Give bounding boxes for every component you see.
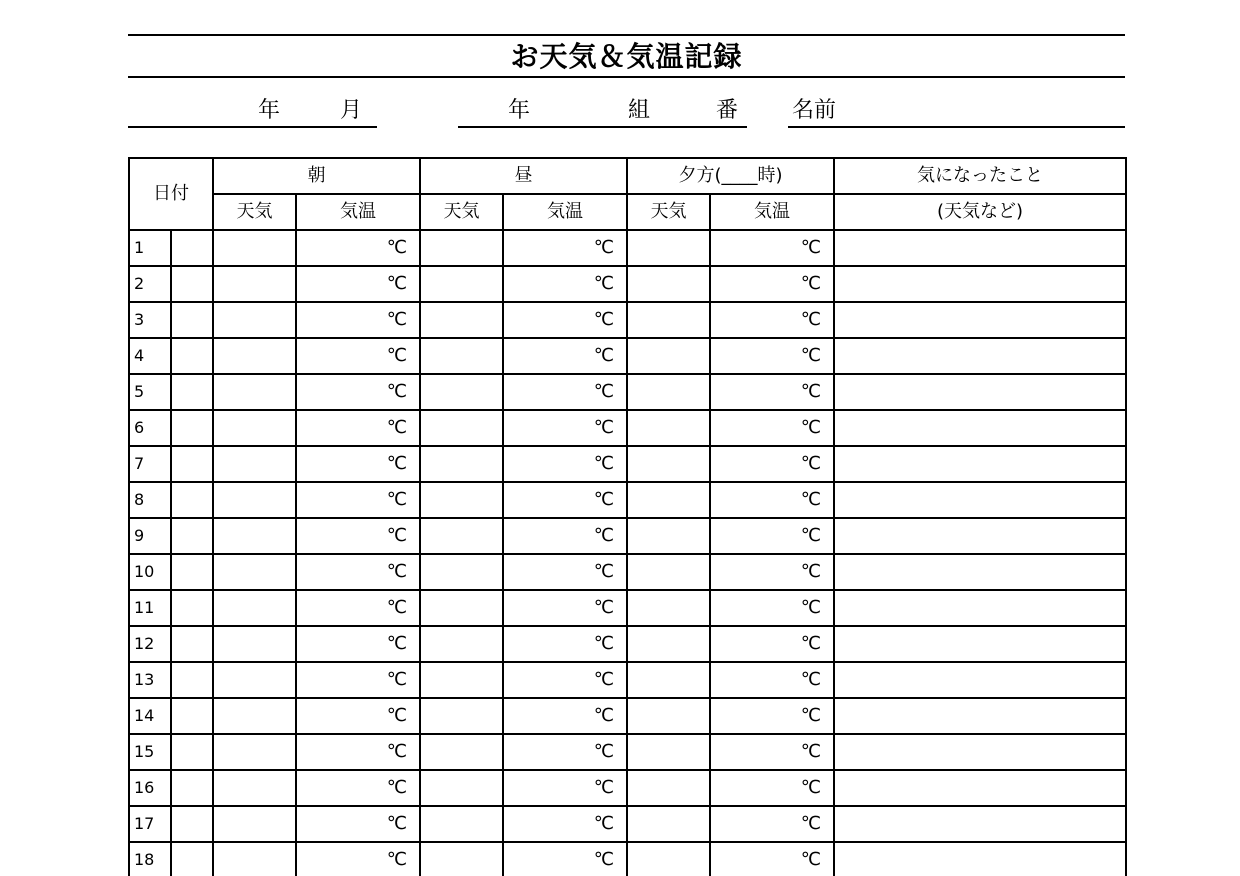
- day-number-cell: 6: [129, 410, 171, 446]
- grade-label: 年: [508, 98, 531, 123]
- notes-cell[interactable]: [834, 482, 1126, 518]
- notes-cell[interactable]: [834, 698, 1126, 734]
- notes-cell[interactable]: [834, 410, 1126, 446]
- noon-temp-cell[interactable]: ℃: [503, 698, 627, 734]
- notes-cell[interactable]: [834, 806, 1126, 842]
- notes-cell[interactable]: [834, 734, 1126, 770]
- date-entry-cell[interactable]: [171, 842, 213, 876]
- table-row: [129, 518, 1126, 554]
- date-entry-cell[interactable]: [171, 590, 213, 626]
- morning-temp-cell[interactable]: ℃: [296, 698, 420, 734]
- noon-temp-cell[interactable]: ℃: [503, 338, 627, 374]
- table-row: [129, 626, 1126, 662]
- evening-weather-cell[interactable]: [627, 338, 710, 374]
- noon-weather-header: 天気: [420, 194, 503, 230]
- morning-temp-cell[interactable]: ℃: [296, 554, 420, 590]
- table-row: [129, 338, 1126, 374]
- table-row: [129, 698, 1126, 734]
- noon-temp-cell[interactable]: ℃: [503, 626, 627, 662]
- evening-temp-cell[interactable]: ℃: [710, 338, 834, 374]
- evening-temp-cell[interactable]: ℃: [710, 410, 834, 446]
- notes-cell[interactable]: [834, 770, 1126, 806]
- evening-temp-cell[interactable]: ℃: [710, 698, 834, 734]
- name-label: 名前: [792, 98, 837, 123]
- notes-cell[interactable]: [834, 446, 1126, 482]
- morning-temp-header: 気温: [296, 194, 420, 230]
- noon-temp-cell[interactable]: ℃: [503, 374, 627, 410]
- morning-temp-cell[interactable]: ℃: [296, 590, 420, 626]
- evening-temp-cell[interactable]: ℃: [710, 554, 834, 590]
- morning-weather-cell[interactable]: [213, 770, 296, 806]
- table-row: [129, 734, 1126, 770]
- evening-weather-cell[interactable]: [627, 806, 710, 842]
- evening-temp-cell[interactable]: ℃: [710, 302, 834, 338]
- morning-temp-cell[interactable]: ℃: [296, 410, 420, 446]
- evening-weather-cell[interactable]: [627, 626, 710, 662]
- notes-header: 気になったこと: [834, 158, 1126, 194]
- morning-weather-cell[interactable]: [213, 698, 296, 734]
- evening-weather-cell[interactable]: [627, 482, 710, 518]
- morning-weather-cell[interactable]: [213, 338, 296, 374]
- morning-weather-cell[interactable]: [213, 842, 296, 876]
- date-entry-cell[interactable]: [171, 374, 213, 410]
- day-number-cell: 15: [129, 734, 171, 770]
- noon-temp-cell[interactable]: ℃: [503, 554, 627, 590]
- table-row: [129, 230, 1126, 266]
- evening-weather-cell[interactable]: [627, 446, 710, 482]
- date-entry-cell[interactable]: [171, 446, 213, 482]
- morning-weather-cell[interactable]: [213, 590, 296, 626]
- table-row: [129, 446, 1126, 482]
- morning-weather-cell[interactable]: [213, 302, 296, 338]
- page-title: お天気＆気温記録: [510, 40, 743, 73]
- evening-temp-cell[interactable]: ℃: [710, 734, 834, 770]
- noon-temp-cell[interactable]: ℃: [503, 446, 627, 482]
- title-bottom-rule: [128, 76, 1125, 78]
- morning-weather-cell[interactable]: [213, 518, 296, 554]
- noon-temp-cell[interactable]: ℃: [503, 842, 627, 876]
- morning-weather-cell[interactable]: [213, 806, 296, 842]
- evening-weather-cell[interactable]: [627, 842, 710, 876]
- table-row: [129, 482, 1126, 518]
- notes-cell[interactable]: [834, 374, 1126, 410]
- evening-temp-cell[interactable]: ℃: [710, 770, 834, 806]
- noon-weather-cell[interactable]: [420, 734, 503, 770]
- date-entry-cell[interactable]: [171, 302, 213, 338]
- table-row: [129, 590, 1126, 626]
- noon-temp-cell[interactable]: ℃: [503, 482, 627, 518]
- noon-temp-cell[interactable]: ℃: [503, 518, 627, 554]
- day-number-cell: 10: [129, 554, 171, 590]
- evening-weather-cell[interactable]: [627, 518, 710, 554]
- noon-temp-cell[interactable]: ℃: [503, 770, 627, 806]
- table-row: [129, 266, 1126, 302]
- year-month-underline: [128, 126, 377, 128]
- date-entry-cell[interactable]: [171, 770, 213, 806]
- noon-weather-cell[interactable]: [420, 770, 503, 806]
- notes-cell[interactable]: [834, 842, 1126, 876]
- date-entry-cell[interactable]: [171, 698, 213, 734]
- day-number-cell: 12: [129, 626, 171, 662]
- date-header: 日付: [129, 158, 213, 230]
- notes-cell[interactable]: [834, 662, 1126, 698]
- table-row: [129, 374, 1126, 410]
- notes-cell[interactable]: [834, 266, 1126, 302]
- date-entry-cell[interactable]: [171, 518, 213, 554]
- morning-weather-cell[interactable]: [213, 446, 296, 482]
- noon-temp-cell[interactable]: ℃: [503, 734, 627, 770]
- date-entry-cell[interactable]: [171, 734, 213, 770]
- evening-weather-cell[interactable]: [627, 770, 710, 806]
- morning-temp-cell[interactable]: ℃: [296, 230, 420, 266]
- morning-temp-cell[interactable]: ℃: [296, 374, 420, 410]
- evening-temp-header: 気温: [710, 194, 834, 230]
- noon-weather-cell[interactable]: [420, 230, 503, 266]
- table-row: [129, 662, 1126, 698]
- title-top-rule: [128, 34, 1125, 36]
- evening-weather-cell[interactable]: [627, 410, 710, 446]
- morning-weather-cell[interactable]: [213, 662, 296, 698]
- noon-weather-cell[interactable]: [420, 482, 503, 518]
- day-number-cell: 8: [129, 482, 171, 518]
- table-row: [129, 554, 1126, 590]
- day-number-cell: 13: [129, 662, 171, 698]
- morning-header: 朝: [213, 158, 420, 194]
- class-label: 組: [628, 98, 651, 123]
- evening-temp-cell[interactable]: ℃: [710, 374, 834, 410]
- morning-weather-cell[interactable]: [213, 230, 296, 266]
- noon-weather-cell[interactable]: [420, 842, 503, 876]
- date-entry-cell[interactable]: [171, 662, 213, 698]
- noon-temp-cell[interactable]: ℃: [503, 230, 627, 266]
- noon-temp-cell[interactable]: ℃: [503, 410, 627, 446]
- table-row: [129, 842, 1126, 876]
- day-number-cell: 11: [129, 590, 171, 626]
- day-number-cell: 18: [129, 842, 171, 876]
- morning-temp-cell[interactable]: ℃: [296, 806, 420, 842]
- noon-weather-cell[interactable]: [420, 518, 503, 554]
- notes-cell[interactable]: [834, 590, 1126, 626]
- day-number-cell: 2: [129, 266, 171, 302]
- evening-temp-cell[interactable]: ℃: [710, 482, 834, 518]
- morning-temp-cell[interactable]: ℃: [296, 626, 420, 662]
- evening-temp-cell[interactable]: ℃: [710, 518, 834, 554]
- evening-weather-cell[interactable]: [627, 230, 710, 266]
- morning-temp-cell[interactable]: ℃: [296, 662, 420, 698]
- morning-temp-cell[interactable]: ℃: [296, 266, 420, 302]
- table-row: [129, 806, 1126, 842]
- number-label: 番: [716, 98, 739, 123]
- notes-cell[interactable]: [834, 302, 1126, 338]
- evening-weather-cell[interactable]: [627, 590, 710, 626]
- morning-weather-header: 天気: [213, 194, 296, 230]
- evening-weather-cell[interactable]: [627, 734, 710, 770]
- date-entry-cell[interactable]: [171, 806, 213, 842]
- evening-temp-cell[interactable]: ℃: [710, 446, 834, 482]
- evening-temp-cell[interactable]: ℃: [710, 266, 834, 302]
- date-entry-cell[interactable]: [171, 230, 213, 266]
- day-number-cell: 1: [129, 230, 171, 266]
- evening-temp-cell[interactable]: ℃: [710, 230, 834, 266]
- notes-subheader: (天気など): [834, 194, 1126, 230]
- morning-weather-cell[interactable]: [213, 266, 296, 302]
- morning-weather-cell[interactable]: [213, 374, 296, 410]
- noon-weather-cell[interactable]: [420, 698, 503, 734]
- evening-temp-cell[interactable]: ℃: [710, 590, 834, 626]
- weather-log-table: [128, 157, 1127, 876]
- name-underline: [788, 126, 1125, 128]
- morning-temp-cell[interactable]: ℃: [296, 446, 420, 482]
- noon-temp-cell[interactable]: ℃: [503, 302, 627, 338]
- noon-weather-cell[interactable]: [420, 266, 503, 302]
- morning-temp-cell[interactable]: ℃: [296, 770, 420, 806]
- noon-temp-cell[interactable]: ℃: [503, 590, 627, 626]
- month-label: 月: [340, 98, 363, 123]
- date-entry-cell[interactable]: [171, 266, 213, 302]
- table-row: [129, 770, 1126, 806]
- day-number-cell: 3: [129, 302, 171, 338]
- evening-weather-cell[interactable]: [627, 662, 710, 698]
- date-entry-cell[interactable]: [171, 554, 213, 590]
- morning-temp-cell[interactable]: ℃: [296, 482, 420, 518]
- date-entry-cell[interactable]: [171, 626, 213, 662]
- evening-weather-cell[interactable]: [627, 554, 710, 590]
- evening-weather-cell[interactable]: [627, 374, 710, 410]
- day-number-cell: 9: [129, 518, 171, 554]
- noon-weather-cell[interactable]: [420, 662, 503, 698]
- evening-weather-cell[interactable]: [627, 302, 710, 338]
- day-number-cell: 4: [129, 338, 171, 374]
- morning-temp-cell[interactable]: ℃: [296, 842, 420, 876]
- evening-temp-cell[interactable]: ℃: [710, 806, 834, 842]
- notes-cell[interactable]: [834, 626, 1126, 662]
- notes-cell[interactable]: [834, 518, 1126, 554]
- morning-weather-cell[interactable]: [213, 554, 296, 590]
- notes-cell[interactable]: [834, 554, 1126, 590]
- morning-temp-cell[interactable]: ℃: [296, 518, 420, 554]
- date-entry-cell[interactable]: [171, 482, 213, 518]
- notes-cell[interactable]: [834, 230, 1126, 266]
- day-number-cell: 14: [129, 698, 171, 734]
- day-number-cell: 7: [129, 446, 171, 482]
- day-number-cell: 5: [129, 374, 171, 410]
- evening-temp-cell[interactable]: ℃: [710, 626, 834, 662]
- evening-weather-header: 天気: [627, 194, 710, 230]
- morning-temp-cell[interactable]: ℃: [296, 338, 420, 374]
- evening-temp-cell[interactable]: ℃: [710, 662, 834, 698]
- log-body: [129, 230, 1126, 876]
- morning-weather-cell[interactable]: [213, 482, 296, 518]
- noon-temp-header: 気温: [503, 194, 627, 230]
- noon-weather-cell[interactable]: [420, 374, 503, 410]
- day-number-cell: 16: [129, 770, 171, 806]
- noon-weather-cell[interactable]: [420, 590, 503, 626]
- morning-temp-cell[interactable]: ℃: [296, 302, 420, 338]
- noon-temp-cell[interactable]: ℃: [503, 806, 627, 842]
- noon-weather-cell[interactable]: [420, 554, 503, 590]
- morning-weather-cell[interactable]: [213, 734, 296, 770]
- noon-weather-cell[interactable]: [420, 302, 503, 338]
- date-entry-cell[interactable]: [171, 338, 213, 374]
- evening-weather-cell[interactable]: [627, 266, 710, 302]
- table-row: [129, 302, 1126, 338]
- evening-header: 夕方(____時): [627, 158, 834, 194]
- noon-weather-cell[interactable]: [420, 446, 503, 482]
- morning-weather-cell[interactable]: [213, 410, 296, 446]
- noon-weather-cell[interactable]: [420, 410, 503, 446]
- evening-weather-cell[interactable]: [627, 698, 710, 734]
- date-entry-cell[interactable]: [171, 410, 213, 446]
- notes-cell[interactable]: [834, 338, 1126, 374]
- table-row: [129, 410, 1126, 446]
- noon-weather-cell[interactable]: [420, 626, 503, 662]
- noon-temp-cell[interactable]: ℃: [503, 266, 627, 302]
- class-underline: [458, 126, 747, 128]
- noon-temp-cell[interactable]: ℃: [503, 662, 627, 698]
- day-number-cell: 17: [129, 806, 171, 842]
- year-label: 年: [258, 98, 281, 123]
- morning-weather-cell[interactable]: [213, 626, 296, 662]
- noon-weather-cell[interactable]: [420, 338, 503, 374]
- evening-temp-cell[interactable]: ℃: [710, 842, 834, 876]
- noon-header: 昼: [420, 158, 627, 194]
- noon-weather-cell[interactable]: [420, 806, 503, 842]
- morning-temp-cell[interactable]: ℃: [296, 734, 420, 770]
